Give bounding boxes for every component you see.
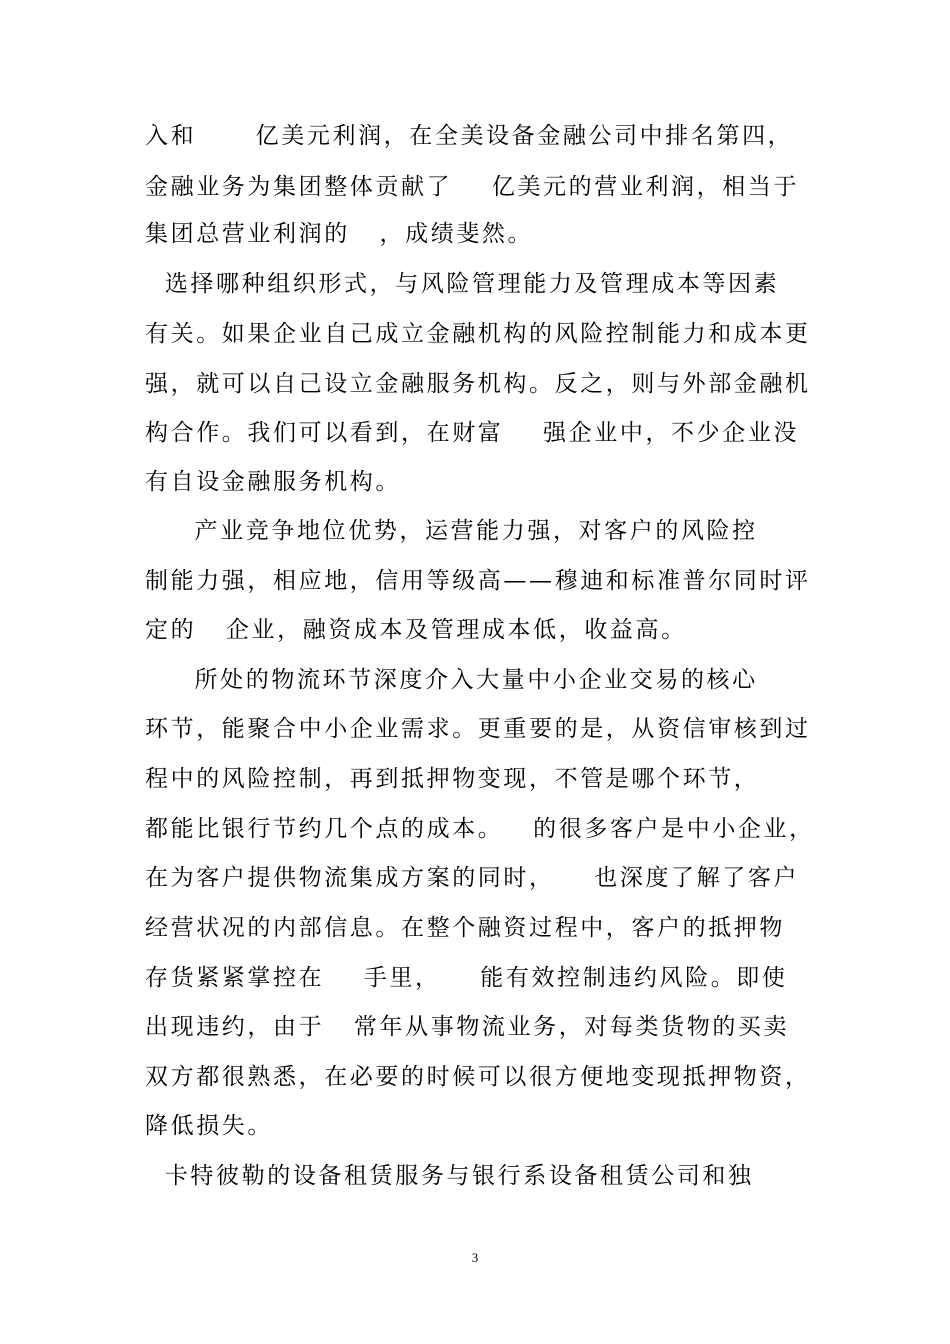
text-line: 双方都很熟悉，在必要的时候可以很方便地变现抵押物资， [145,1064,811,1090]
text-line: 在为客户提供物流集成方案的同时， 也深度了解了客户 [145,865,800,891]
text-line: 产业竞争地位优势，运营能力强，对客户的风险控 [145,518,758,544]
text-line: 强，就可以自己设立金融服务机构。反之，则与外部金融机 [145,371,811,397]
text-line: 金融业务为集团整体贡献了 亿美元的营业利润，相当于 [145,174,800,200]
text-line: 集团总营业利润的 ，成绩斐然。 [145,221,534,247]
text-line: 制能力强，相应地，信用等级高——穆迪和标准普尔同时评 [145,568,811,594]
text-line: 所处的物流环节深度介入大量中小企业交易的核心 [145,667,758,693]
text-line: 存货紧紧掌控在 手里， 能有效控制违约风险。即使 [145,965,788,991]
text-line: 都能比银行节约几个点的成本。 的很多客户是中小企业， [145,816,815,842]
text-line: 选择哪种组织形式，与风险管理能力及管理成本等因素 [145,271,780,297]
text-line: 经营状况的内部信息。在整个融资过程中，客户的抵押物 [145,915,785,941]
text-line: 出现违约，由于 常年从事物流业务，对每类货物的买卖 [145,1014,790,1040]
text-line: 有关。如果企业自己成立金融机构的风险控制能力和成本更 [145,321,811,347]
text-line: 环节，能聚合中小企业需求。更重要的是，从资信审核到过 [145,716,811,742]
text-line: 构合作。我们可以看到，在财富 强企业中，不少企业没 [145,420,800,446]
page-number: 3 [471,1250,479,1265]
text-line: 有自设金融服务机构。 [145,469,401,495]
text-line: 降低损失。 [145,1113,273,1139]
text-line: 程中的风险控制，再到抵押物变现，不管是哪个环节， [145,766,760,792]
text-line: 入和 亿美元利润，在全美设备金融公司中排名第四， [145,123,794,149]
text-line: 定的 企业，融资成本及管理成本低，收益高。 [145,617,687,643]
text-line: 卡特彼勒的设备租赁服务与银行系设备租赁公司和独 [145,1163,754,1189]
